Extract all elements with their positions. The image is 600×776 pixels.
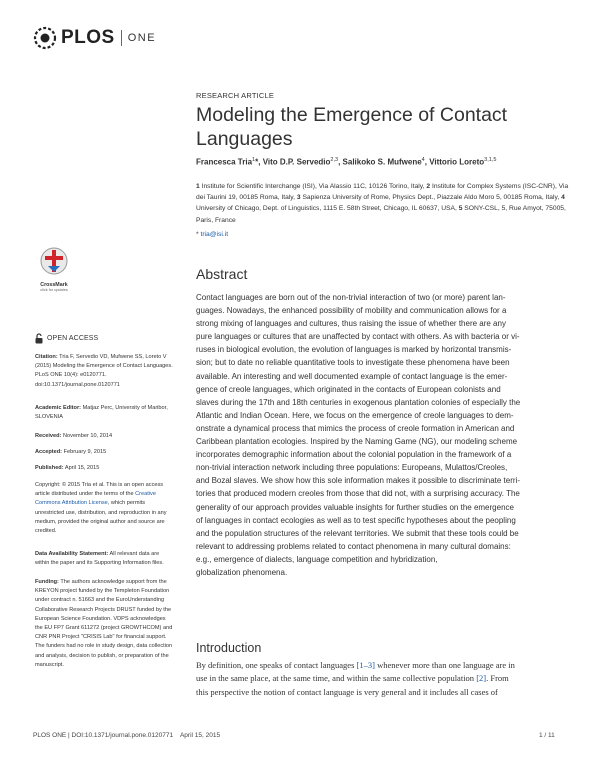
logo-text: PLOS [61,27,115,48]
introduction-heading: Introduction [196,641,262,655]
data-availability-text: All relevant data are within the paper and its Supporting Information files. [35,551,164,567]
introduction-body [196,659,560,699]
logo-divider [121,30,122,46]
intro-text: use in the same place, at the same time, and within the same collective population [196,673,477,684]
affil-num: 1 [196,183,200,190]
affil-num: 2 [426,183,431,190]
abstract-line: strong mixing of languages and cultures, thus raising the issue of whether there are any [196,319,506,329]
abstract-line: sion; but to date no reliable quantitative tools to investigate these phenomena have been [196,358,510,368]
affil-text: Institute for Complex Systems (ISC-CNR), Via dei Taurini 19, 00185 Roma, Italy, [196,183,569,202]
author-affil-sup: 2,3 [330,157,339,163]
received-block [35,432,173,441]
page-footer: PLOS ONE | DOI:10.1371/journal.pone.0120771 April 15, 2015 [33,732,221,739]
abstract-line: and Bozal slaves. We show how this sole information makes it possible to discriminate terri- [196,476,520,486]
funding-label: Funding: [35,579,59,585]
author-affil-sup: 4 [421,157,425,163]
plos-one-logo[interactable] [33,26,156,50]
page-number: 1 / 11 [539,732,555,739]
license-link[interactable]: Creative Commons Attribution License [35,491,156,507]
accepted-label: Accepted: [35,449,63,455]
affil-text: University of Chicago, Dept. of Linguistics, 1115 E. 58th Street, Chicago, IL 60637, USA, [196,205,457,213]
author-affil-sup: 3,1,5 [484,157,497,163]
published-block [35,464,173,473]
intro-line: this perspective the notion of contact language is very general and it includes all cases of [196,686,498,697]
citation-link[interactable]: [2] [476,673,487,684]
corresponding-marker: * [255,157,259,167]
abstract-line: e.g., emergence of dialects, language competition and hybridization, [196,554,438,564]
funding-text: The authors acknowledge support from the KREYON project funded by the Templeton Foundation under contract n. 51663 and the EuroUnderstanding Collaborative Research Projects DRUST funded by the European Science Foundation. VDPS acknowledges the EU FP7 Grant 611272 (project GROWTHCOM) and CNR PNR Project "CRISIS Lab" for financial support. The funders had no role in study design, data collection and analysis, decision to publish, or preparation of the manuscript. [35,579,173,668]
abstract-line: guages. Nowadays, the enhanced possibility of mobility and communication allows for a [196,306,507,316]
abstract-line: Caribbean plantation ecologies. Inspired by the Naming Game (NG), our modeling scheme [196,437,518,447]
affil-text: Institute for Scientific Interchange (ISI), Via Alassio 11C, 10126 Torino, Italy, [201,183,425,190]
abstract-line: and the population structures of the relevant territories. We submit that these tools could be [196,528,519,538]
abstract-heading: Abstract [196,266,248,282]
data-availability-block [35,550,173,568]
published-date: April 15, 2015 [64,465,100,471]
intro-line [196,672,560,685]
intro-text: . From [486,673,509,684]
author-name: Francesca Tria [196,157,253,167]
article-title: Modeling the Emergence of Contact Languages [196,104,508,150]
abstract-line: available. An interesting and well documented example of contact language is the emer- [196,371,508,381]
received-date: November 10, 2014 [63,433,113,439]
abstract-line: onstrate a dynamical process that mimics the process of creole formation in American and [196,423,515,433]
abstract-body [196,291,562,579]
article-type: RESEARCH ARTICLE [196,91,275,100]
published-label: Published: [35,465,64,471]
editor-label: Academic Editor: [35,405,82,411]
open-access-text: OPEN ACCESS [47,335,99,342]
intro-text: By definition, one speaks of contact languages [196,660,357,670]
abstract-line: non-trivial interaction network including three populations: Europeans, Mulattos/Creoles, [196,463,508,473]
intro-text: whenever more than one language are in [374,660,515,670]
funding-block [35,578,173,670]
email-marker: * [196,231,199,238]
citation-text: Tria F, Servedio VD, Mufwene SS, Loreto V (2015) Modeling the Emergence of Contact Languages. PLoS ONE 10(4): e0120771. doi:10.1371/journal.pone.0120771 [35,354,173,388]
affil-text: Sapienza University of Rome, Physics Dept., Piazzale Aldo Moro 5, 00185 Roma, Italy, [302,194,560,202]
abstract-line: of languages in contact ecologies as well as to test specific hypotheses about the peopling [196,515,516,525]
open-lock-icon [35,333,43,344]
copyright-text-end: , which permits unrestricted use, distribution, and reproduction in any medium, provided the original author and source are credited. [35,500,167,535]
copyright-block [35,481,173,536]
crossmark-sub: click for updates [40,288,68,292]
abstract-line: ruses in biological evolution, the evolution of languages is marked by horizontal transmis- [196,345,512,355]
intro-line [196,659,560,672]
crossmark-label: CrossMark [40,282,68,288]
affil-num: 5 [458,205,463,213]
data-availability-label: Data Availability Statement: [35,551,109,557]
citation-block [35,353,173,390]
email-link[interactable]: tria@isi.it [200,231,229,238]
abstract-line: incorporates demographic information about the colonial population in the framework of a [196,450,512,460]
affiliations [196,181,576,226]
abstract-line: pure languages or cultures that are unaffected by contact with others. As with bacteria or vi- [196,332,520,342]
plos-logo-mark-icon [33,26,57,50]
copyright-text: Copyright: © 2015 Tria et al. This is an open access article distributed under the terms of the [35,482,164,498]
abstract-line: slaves during the 17th and 18th centuries in exogenous plantation colonies of especially the [196,397,521,407]
abstract-line: gence of creole languages, which originated in the contacts of European colonists and [196,384,501,394]
academic-editor-block [35,404,173,422]
affil-text: SONY-CSL, 5, Rue Amyot, 75005, Paris, France [196,205,566,224]
abstract-line: Atlantic and Indian Ocean. Here, we focus on the emergence of creole languages to dem- [196,410,514,420]
abstract-line: globalization phenomena. [196,567,288,577]
crossmark-icon [39,246,69,276]
author-affil-sup: 1 [252,157,256,163]
open-access-label [35,333,98,344]
affil-num: 3 [296,194,301,202]
abstract-line: Contact languages are born out of the non-trivial interaction of two (or more) parent lan- [196,293,506,302]
author-list: Francesca Tria$^1$*, Vito D.P. Servedio$^{2,3}$, Salikoko S. Mufwene$^4$, Vittorio Loreto$^{3,1,5}$ [196,157,497,167]
accepted-date: February 9, 2015 [63,449,107,455]
author-name: Vito D.P. Servedio [262,157,331,167]
corresponding-email [196,231,228,238]
received-label: Received: [35,433,62,439]
crossmark-badge[interactable] [34,246,74,292]
citation-label: Citation: [35,354,58,360]
editor-text: Matjaz Perc, University of Maribor, SLOVENIA [35,405,168,421]
journal-name: ONE [127,32,157,44]
abstract-line: tories that produced modern creoles from those that did not, with a surprising accuracy. The [196,489,520,499]
abstract-line: generality of our approach provides valuable insights for further studies on the emergence [196,502,514,512]
abstract-line: relevant to addressing problems related to contact phenomena in many cultural domains: [196,541,511,551]
affil-num: 4 [561,194,565,202]
accepted-block [35,448,173,457]
author-name: Vittorio Loreto [429,157,485,167]
author-name: Salikoko S. Mufwene [342,157,422,167]
citation-link[interactable]: [1–3] [356,660,375,670]
